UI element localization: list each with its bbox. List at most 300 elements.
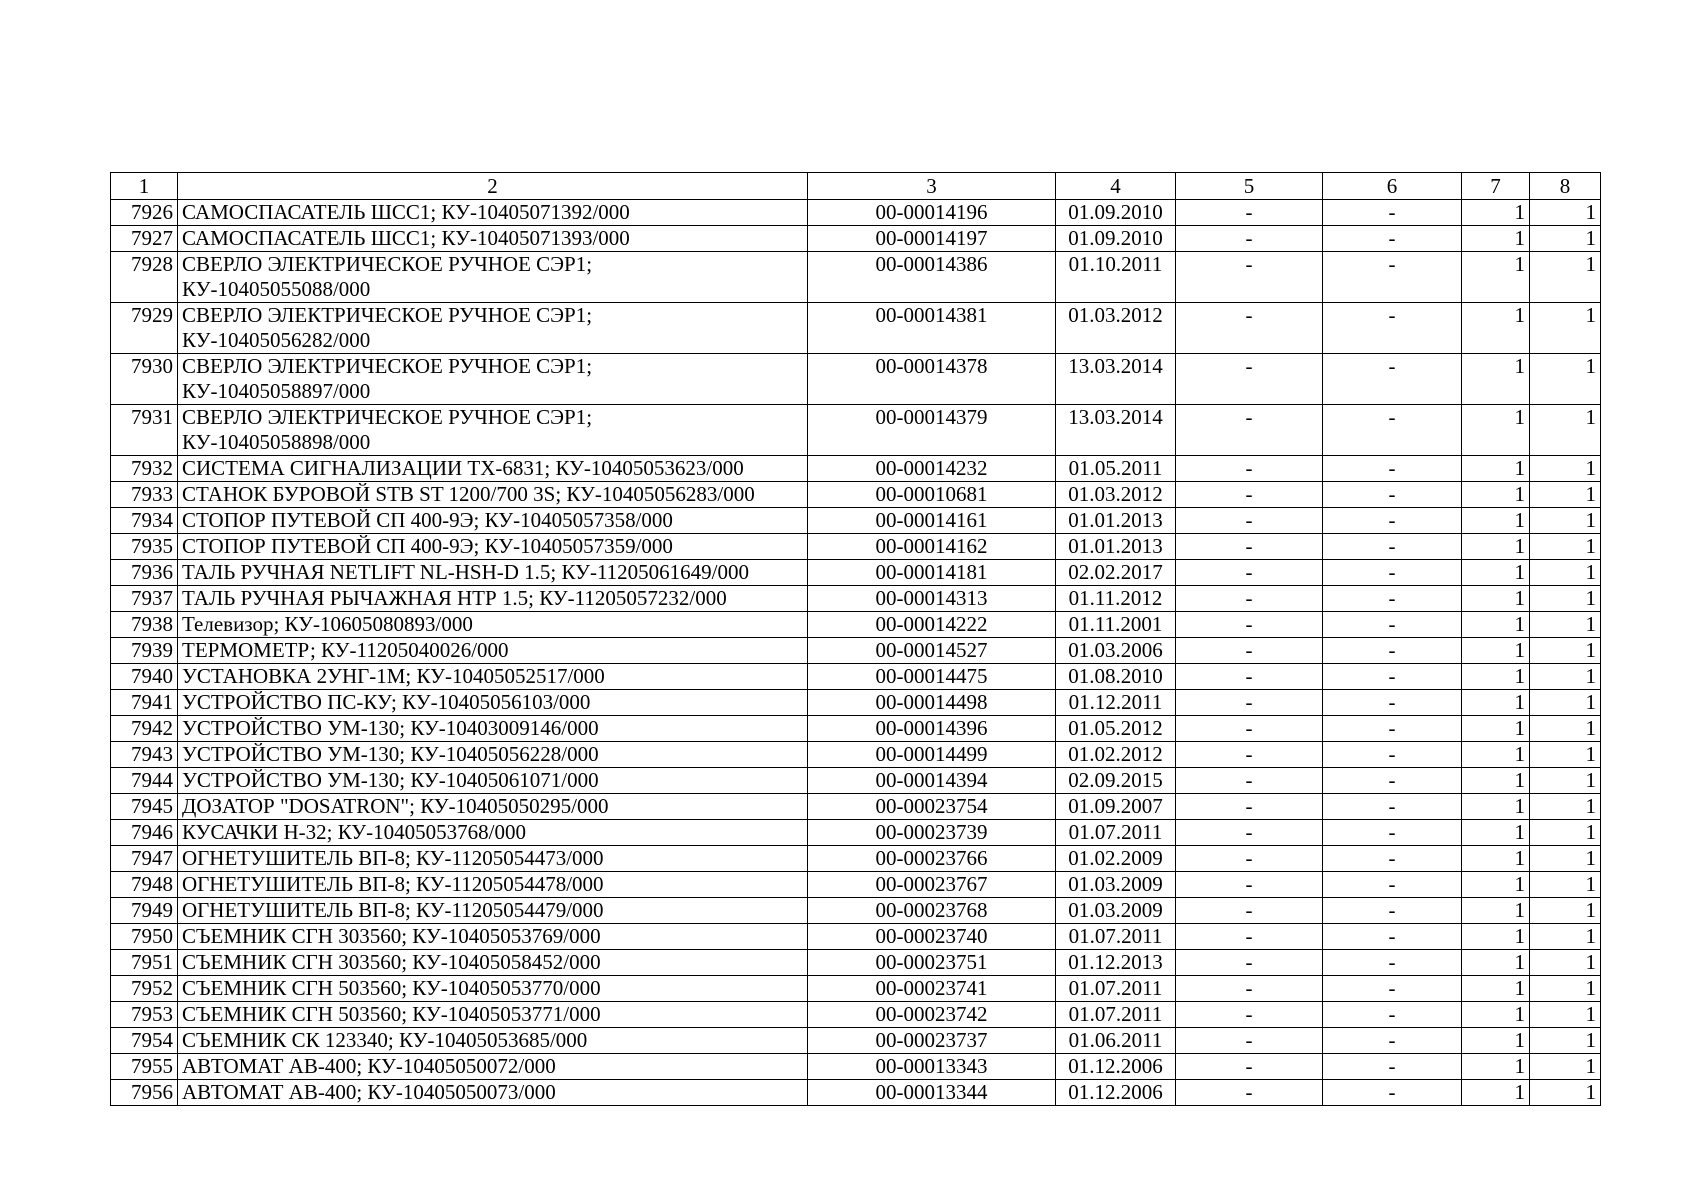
item-name-line: ОГНЕТУШИТЕЛЬ ВП-8; КУ-11205054473/000	[182, 846, 604, 870]
date-cell: 02.02.2017	[1056, 560, 1176, 586]
column-5-cell: -	[1176, 482, 1323, 508]
inventory-code-cell: 00-00014475	[808, 664, 1056, 690]
inventory-code-cell: 00-00013344	[808, 1080, 1056, 1106]
column-6-cell: -	[1323, 820, 1462, 846]
column-8-cell: 1	[1530, 303, 1601, 354]
inventory-code-cell: 00-00014313	[808, 586, 1056, 612]
column-8-cell: 1	[1530, 898, 1601, 924]
item-name-line: КУ-10405055088/000	[182, 277, 371, 301]
row-number-cell: 7944	[111, 768, 178, 794]
column-7-cell: 1	[1462, 1080, 1530, 1106]
column-7-cell: 1	[1462, 560, 1530, 586]
row-number-cell: 7938	[111, 612, 178, 638]
item-name-cell	[178, 226, 808, 252]
date-cell: 01.03.2012	[1056, 303, 1176, 354]
item-name-line: КУ-10405058898/000	[182, 430, 371, 454]
inventory-code-cell: 00-00023766	[808, 846, 1056, 872]
column-5-cell: -	[1176, 820, 1323, 846]
column-header: 6	[1323, 173, 1462, 200]
row-number-cell: 7943	[111, 742, 178, 768]
item-name-cell	[178, 586, 808, 612]
item-name-line: САМОСПАСАТЕЛЬ ШСС1; КУ-10405071392/000	[182, 200, 630, 224]
inventory-code-cell: 00-00014161	[808, 508, 1056, 534]
date-cell: 01.09.2007	[1056, 794, 1176, 820]
date-cell: 01.08.2010	[1056, 664, 1176, 690]
table-row	[111, 612, 1601, 638]
column-7-cell: 1	[1462, 1054, 1530, 1080]
column-8-cell: 1	[1530, 742, 1601, 768]
table-row	[111, 252, 1601, 303]
item-name-line: СВЕРЛО ЭЛЕКТРИЧЕСКОЕ РУЧНОЕ СЭР1;	[182, 252, 593, 276]
table-row	[111, 200, 1601, 226]
item-name-cell	[178, 456, 808, 482]
column-5-cell: -	[1176, 1002, 1323, 1028]
column-8-cell: 1	[1530, 976, 1601, 1002]
column-6-cell: -	[1323, 846, 1462, 872]
column-8-cell: 1	[1530, 950, 1601, 976]
row-number-cell: 7952	[111, 976, 178, 1002]
table-row	[111, 354, 1601, 405]
inventory-code-cell: 00-00014379	[808, 405, 1056, 456]
column-6-cell: -	[1323, 405, 1462, 456]
item-name-cell	[178, 1002, 808, 1028]
item-name-cell	[178, 1028, 808, 1054]
column-7-cell: 1	[1462, 1002, 1530, 1028]
item-name-cell	[178, 560, 808, 586]
column-5-cell: -	[1176, 742, 1323, 768]
item-name-cell	[178, 976, 808, 1002]
column-7-cell: 1	[1462, 950, 1530, 976]
column-8-cell: 1	[1530, 252, 1601, 303]
column-6-cell: -	[1323, 1028, 1462, 1054]
table-row	[111, 1028, 1601, 1054]
date-cell: 01.09.2010	[1056, 226, 1176, 252]
item-name-cell	[178, 405, 808, 456]
item-name-line: СВЕРЛО ЭЛЕКТРИЧЕСКОЕ РУЧНОЕ СЭР1;	[182, 405, 593, 429]
column-6-cell: -	[1323, 303, 1462, 354]
column-6-cell: -	[1323, 638, 1462, 664]
column-7-cell: 1	[1462, 482, 1530, 508]
inventory-code-cell: 00-00014197	[808, 226, 1056, 252]
column-8-cell: 1	[1530, 508, 1601, 534]
column-8-cell: 1	[1530, 482, 1601, 508]
column-5-cell: -	[1176, 354, 1323, 405]
item-name-line: СЪЕМНИК СК 123340; КУ-10405053685/000	[182, 1028, 588, 1052]
row-number-cell: 7941	[111, 690, 178, 716]
column-8-cell: 1	[1530, 794, 1601, 820]
date-cell: 01.01.2013	[1056, 508, 1176, 534]
column-8-cell: 1	[1530, 872, 1601, 898]
inventory-code-cell: 00-00014181	[808, 560, 1056, 586]
column-5-cell: -	[1176, 456, 1323, 482]
table-row	[111, 303, 1601, 354]
column-header: 4	[1056, 173, 1176, 200]
row-number-cell: 7946	[111, 820, 178, 846]
row-number-cell: 7945	[111, 794, 178, 820]
table-row	[111, 768, 1601, 794]
column-7-cell: 1	[1462, 690, 1530, 716]
table-row	[111, 1002, 1601, 1028]
row-number-cell: 7935	[111, 534, 178, 560]
row-number-cell: 7936	[111, 560, 178, 586]
column-6-cell: -	[1323, 226, 1462, 252]
item-name-cell	[178, 1054, 808, 1080]
column-6-cell: -	[1323, 872, 1462, 898]
table-row	[111, 586, 1601, 612]
row-number-cell: 7929	[111, 303, 178, 354]
column-6-cell: -	[1323, 508, 1462, 534]
column-7-cell: 1	[1462, 976, 1530, 1002]
column-6-cell: -	[1323, 482, 1462, 508]
column-6-cell: -	[1323, 690, 1462, 716]
inventory-code-cell: 00-00023737	[808, 1028, 1056, 1054]
column-6-cell: -	[1323, 716, 1462, 742]
column-7-cell: 1	[1462, 794, 1530, 820]
column-5-cell: -	[1176, 898, 1323, 924]
item-name-line: КУ-10405056282/000	[182, 328, 371, 352]
table-row	[111, 898, 1601, 924]
column-8-cell: 1	[1530, 534, 1601, 560]
table-row	[111, 1054, 1601, 1080]
column-5-cell: -	[1176, 252, 1323, 303]
item-name-line: СВЕРЛО ЭЛЕКТРИЧЕСКОЕ РУЧНОЕ СЭР1;	[182, 303, 593, 327]
column-6-cell: -	[1323, 742, 1462, 768]
date-cell: 01.05.2011	[1056, 456, 1176, 482]
item-name-line: КУСАЧКИ Н-32; КУ-10405053768/000	[182, 820, 526, 844]
inventory-code-cell: 00-00014396	[808, 716, 1056, 742]
column-7-cell: 1	[1462, 354, 1530, 405]
row-number-cell: 7940	[111, 664, 178, 690]
item-name-line: СВЕРЛО ЭЛЕКТРИЧЕСКОЕ РУЧНОЕ СЭР1;	[182, 354, 593, 378]
column-header: 1	[111, 173, 178, 200]
column-6-cell: -	[1323, 560, 1462, 586]
inventory-code-cell: 00-00014232	[808, 456, 1056, 482]
item-name-line: АВТОМАТ АВ-400; КУ-10405050073/000	[182, 1080, 556, 1104]
item-name-cell	[178, 200, 808, 226]
table-row	[111, 794, 1601, 820]
column-5-cell: -	[1176, 303, 1323, 354]
item-name-cell	[178, 898, 808, 924]
table-row	[111, 924, 1601, 950]
item-name-line: СЪЕМНИК СГН 303560; КУ-10405058452/000	[182, 950, 601, 974]
inventory-code-cell: 00-00023741	[808, 976, 1056, 1002]
inventory-code-cell: 00-00014196	[808, 200, 1056, 226]
row-number-cell: 7953	[111, 1002, 178, 1028]
inventory-code-cell: 00-00014499	[808, 742, 1056, 768]
table-row	[111, 716, 1601, 742]
column-6-cell: -	[1323, 1002, 1462, 1028]
row-number-cell: 7956	[111, 1080, 178, 1106]
item-name-cell	[178, 742, 808, 768]
column-7-cell: 1	[1462, 586, 1530, 612]
inventory-code-cell: 00-00023740	[808, 924, 1056, 950]
column-6-cell: -	[1323, 1080, 1462, 1106]
column-7-cell: 1	[1462, 226, 1530, 252]
column-8-cell: 1	[1530, 354, 1601, 405]
table-row	[111, 1080, 1601, 1106]
row-number-cell: 7926	[111, 200, 178, 226]
date-cell: 13.03.2014	[1056, 405, 1176, 456]
column-5-cell: -	[1176, 638, 1323, 664]
item-name-line: СИСТЕМА СИГНАЛИЗАЦИИ ТХ-6831; КУ-10405053623/000	[182, 456, 744, 480]
item-name-line: СТАНОК БУРОВОЙ STB ST 1200/700 3S; КУ-10405056283/000	[182, 482, 755, 506]
column-6-cell: -	[1323, 898, 1462, 924]
date-cell: 01.12.2013	[1056, 950, 1176, 976]
table-body	[111, 200, 1601, 1106]
date-cell: 01.11.2001	[1056, 612, 1176, 638]
item-name-cell	[178, 924, 808, 950]
column-8-cell: 1	[1530, 1054, 1601, 1080]
inventory-code-cell: 00-00014162	[808, 534, 1056, 560]
row-number-cell: 7955	[111, 1054, 178, 1080]
column-8-cell: 1	[1530, 664, 1601, 690]
table-row	[111, 690, 1601, 716]
table-row	[111, 820, 1601, 846]
item-name-line: ДОЗАТОР "DOSATRON"; КУ-10405050295/000	[182, 794, 609, 818]
item-name-cell	[178, 846, 808, 872]
column-5-cell: -	[1176, 612, 1323, 638]
column-5-cell: -	[1176, 794, 1323, 820]
column-7-cell: 1	[1462, 405, 1530, 456]
column-6-cell: -	[1323, 924, 1462, 950]
column-8-cell: 1	[1530, 716, 1601, 742]
item-name-cell	[178, 820, 808, 846]
column-5-cell: -	[1176, 924, 1323, 950]
inventory-code-cell: 00-00023751	[808, 950, 1056, 976]
column-6-cell: -	[1323, 768, 1462, 794]
inventory-code-cell: 00-00014378	[808, 354, 1056, 405]
column-8-cell: 1	[1530, 638, 1601, 664]
column-7-cell: 1	[1462, 303, 1530, 354]
item-name-cell	[178, 252, 808, 303]
column-7-cell: 1	[1462, 638, 1530, 664]
date-cell: 01.12.2006	[1056, 1080, 1176, 1106]
item-name-cell	[178, 638, 808, 664]
column-8-cell: 1	[1530, 405, 1601, 456]
inventory-code-cell: 00-00013343	[808, 1054, 1056, 1080]
row-number-cell: 7948	[111, 872, 178, 898]
column-5-cell: -	[1176, 534, 1323, 560]
column-5-cell: -	[1176, 950, 1323, 976]
date-cell: 01.03.2012	[1056, 482, 1176, 508]
item-name-line: ТАЛЬ РУЧНАЯ NETLIFT NL-HSH-D 1.5; КУ-11205061649/000	[182, 560, 750, 584]
item-name-line: СЪЕМНИК СГН 303560; КУ-10405053769/000	[182, 924, 601, 948]
item-name-cell	[178, 794, 808, 820]
column-8-cell: 1	[1530, 924, 1601, 950]
column-8-cell: 1	[1530, 820, 1601, 846]
row-number-cell: 7949	[111, 898, 178, 924]
column-5-cell: -	[1176, 976, 1323, 1002]
row-number-cell: 7933	[111, 482, 178, 508]
column-header: 2	[178, 173, 808, 200]
column-5-cell: -	[1176, 1054, 1323, 1080]
item-name-cell	[178, 872, 808, 898]
inventory-code-cell: 00-00014394	[808, 768, 1056, 794]
item-name-cell	[178, 482, 808, 508]
column-5-cell: -	[1176, 1080, 1323, 1106]
table-row	[111, 226, 1601, 252]
column-6-cell: -	[1323, 976, 1462, 1002]
item-name-cell	[178, 664, 808, 690]
inventory-code-cell: 00-00023767	[808, 872, 1056, 898]
date-cell: 01.03.2006	[1056, 638, 1176, 664]
item-name-cell	[178, 950, 808, 976]
item-name-line: УСТАНОВКА 2УНГ-1М; КУ-10405052517/000	[182, 664, 605, 688]
row-number-cell: 7931	[111, 405, 178, 456]
row-number-cell: 7934	[111, 508, 178, 534]
row-number-cell: 7947	[111, 846, 178, 872]
column-7-cell: 1	[1462, 508, 1530, 534]
item-name-cell	[178, 1080, 808, 1106]
table-row	[111, 872, 1601, 898]
row-number-cell: 7939	[111, 638, 178, 664]
column-8-cell: 1	[1530, 846, 1601, 872]
inventory-code-cell: 00-00014498	[808, 690, 1056, 716]
column-8-cell: 1	[1530, 456, 1601, 482]
table-row	[111, 456, 1601, 482]
date-cell: 01.01.2013	[1056, 534, 1176, 560]
table-row	[111, 638, 1601, 664]
item-name-cell	[178, 612, 808, 638]
row-number-cell: 7942	[111, 716, 178, 742]
item-name-line: СЪЕМНИК СГН 503560; КУ-10405053771/000	[182, 1002, 601, 1026]
column-header: 3	[808, 173, 1056, 200]
column-6-cell: -	[1323, 200, 1462, 226]
table-row	[111, 664, 1601, 690]
column-6-cell: -	[1323, 794, 1462, 820]
date-cell: 01.05.2012	[1056, 716, 1176, 742]
table-row	[111, 508, 1601, 534]
inventory-code-cell: 00-00010681	[808, 482, 1056, 508]
column-8-cell: 1	[1530, 1080, 1601, 1106]
header-row	[111, 173, 1601, 200]
date-cell: 01.10.2011	[1056, 252, 1176, 303]
item-name-line: СТОПОР ПУТЕВОЙ СП 400-9Э; КУ-10405057358/000	[182, 508, 673, 532]
table-row	[111, 534, 1601, 560]
column-6-cell: -	[1323, 456, 1462, 482]
column-8-cell: 1	[1530, 612, 1601, 638]
inventory-code-cell: 00-00023742	[808, 1002, 1056, 1028]
column-5-cell: -	[1176, 200, 1323, 226]
column-8-cell: 1	[1530, 1002, 1601, 1028]
column-5-cell: -	[1176, 690, 1323, 716]
inventory-code-cell: 00-00014222	[808, 612, 1056, 638]
row-number-cell: 7950	[111, 924, 178, 950]
column-header: 5	[1176, 173, 1323, 200]
table-row	[111, 976, 1601, 1002]
column-7-cell: 1	[1462, 716, 1530, 742]
row-number-cell: 7937	[111, 586, 178, 612]
row-number-cell: 7951	[111, 950, 178, 976]
item-name-cell	[178, 303, 808, 354]
column-header: 7	[1462, 173, 1530, 200]
item-name-line: СТОПОР ПУТЕВОЙ СП 400-9Э; КУ-10405057359/000	[182, 534, 673, 558]
column-5-cell: -	[1176, 405, 1323, 456]
item-name-line: УСТРОЙСТВО ПС-КУ; КУ-10405056103/000	[182, 690, 591, 714]
column-5-cell: -	[1176, 508, 1323, 534]
column-6-cell: -	[1323, 950, 1462, 976]
item-name-cell	[178, 508, 808, 534]
column-5-cell: -	[1176, 226, 1323, 252]
column-8-cell: 1	[1530, 200, 1601, 226]
item-name-line: ОГНЕТУШИТЕЛЬ ВП-8; КУ-11205054478/000	[182, 872, 604, 896]
date-cell: 01.03.2009	[1056, 898, 1176, 924]
table-row	[111, 846, 1601, 872]
column-5-cell: -	[1176, 560, 1323, 586]
item-name-cell	[178, 354, 808, 405]
date-cell: 01.07.2011	[1056, 820, 1176, 846]
column-7-cell: 1	[1462, 846, 1530, 872]
column-7-cell: 1	[1462, 664, 1530, 690]
column-6-cell: -	[1323, 354, 1462, 405]
column-header: 8	[1530, 173, 1601, 200]
date-cell: 01.11.2012	[1056, 586, 1176, 612]
column-7-cell: 1	[1462, 612, 1530, 638]
column-8-cell: 1	[1530, 1028, 1601, 1054]
date-cell: 01.07.2011	[1056, 976, 1176, 1002]
inventory-table	[110, 172, 1601, 1106]
item-name-line: ТАЛЬ РУЧНАЯ РЫЧАЖНАЯ НТР 1.5; КУ-11205057232/000	[182, 586, 727, 610]
column-5-cell: -	[1176, 1028, 1323, 1054]
inventory-code-cell: 00-00014381	[808, 303, 1056, 354]
column-6-cell: -	[1323, 612, 1462, 638]
column-7-cell: 1	[1462, 1028, 1530, 1054]
column-8-cell: 1	[1530, 560, 1601, 586]
table-row	[111, 950, 1601, 976]
column-5-cell: -	[1176, 846, 1323, 872]
date-cell: 01.02.2012	[1056, 742, 1176, 768]
table-row	[111, 742, 1601, 768]
column-6-cell: -	[1323, 252, 1462, 303]
column-8-cell: 1	[1530, 690, 1601, 716]
column-6-cell: -	[1323, 534, 1462, 560]
date-cell: 01.06.2011	[1056, 1028, 1176, 1054]
column-5-cell: -	[1176, 586, 1323, 612]
column-5-cell: -	[1176, 664, 1323, 690]
row-number-cell: 7930	[111, 354, 178, 405]
inventory-code-cell: 00-00023739	[808, 820, 1056, 846]
date-cell: 01.07.2011	[1056, 924, 1176, 950]
column-7-cell: 1	[1462, 768, 1530, 794]
column-5-cell: -	[1176, 716, 1323, 742]
column-8-cell: 1	[1530, 586, 1601, 612]
date-cell: 02.09.2015	[1056, 768, 1176, 794]
row-number-cell: 7928	[111, 252, 178, 303]
item-name-cell	[178, 716, 808, 742]
item-name-line: УСТРОЙСТВО УМ-130; КУ-10403009146/000	[182, 716, 599, 740]
column-6-cell: -	[1323, 586, 1462, 612]
table-row	[111, 405, 1601, 456]
column-8-cell: 1	[1530, 768, 1601, 794]
date-cell: 01.02.2009	[1056, 846, 1176, 872]
column-5-cell: -	[1176, 872, 1323, 898]
column-7-cell: 1	[1462, 898, 1530, 924]
row-number-cell: 7954	[111, 1028, 178, 1054]
item-name-cell	[178, 768, 808, 794]
row-number-cell: 7927	[111, 226, 178, 252]
row-number-cell: 7932	[111, 456, 178, 482]
item-name-line: САМОСПАСАТЕЛЬ ШСС1; КУ-10405071393/000	[182, 226, 630, 250]
date-cell: 01.03.2009	[1056, 872, 1176, 898]
column-7-cell: 1	[1462, 820, 1530, 846]
item-name-line: ОГНЕТУШИТЕЛЬ ВП-8; КУ-11205054479/000	[182, 898, 604, 922]
column-7-cell: 1	[1462, 534, 1530, 560]
column-7-cell: 1	[1462, 742, 1530, 768]
column-5-cell: -	[1176, 768, 1323, 794]
date-cell: 01.07.2011	[1056, 1002, 1176, 1028]
column-7-cell: 1	[1462, 924, 1530, 950]
column-6-cell: -	[1323, 664, 1462, 690]
